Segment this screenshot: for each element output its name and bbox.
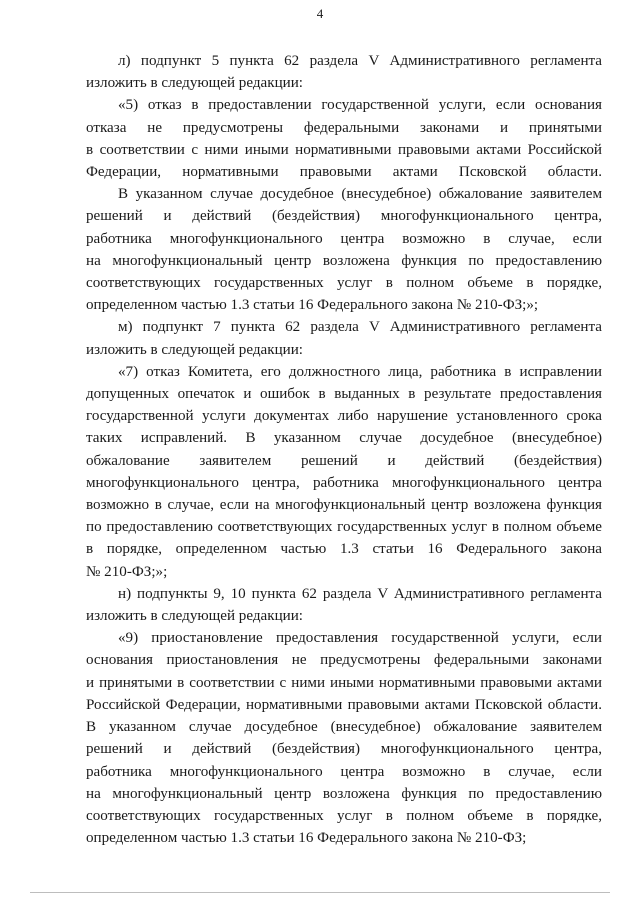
text-line: обжалование заявителем решений и действий (бездействия) bbox=[86, 452, 602, 469]
text-line: решений и действий (бездействия) многофункционального центра, bbox=[86, 741, 602, 758]
text-line: изложить в следующей редакции: bbox=[86, 75, 303, 92]
text-line: м) подпункт 7 пункта 62 раздела V Административного регламента bbox=[118, 319, 602, 336]
quote-9-paragraph bbox=[86, 627, 602, 849]
text-line: в порядке, определенном частью 1.3 статьи 16 Федерального закона bbox=[86, 541, 602, 558]
text-line: Российской Федерации, нормативными правовыми актами Псковской области. bbox=[86, 696, 602, 713]
text-line: основания приостановления не предусмотрены федеральными законами bbox=[86, 652, 602, 669]
text-line: на многофункциональный центр возложена функция по предоставлению bbox=[86, 252, 602, 269]
item-n-paragraph bbox=[86, 583, 602, 627]
text-line: В указанном случае досудебное (внесудебное) обжалование заявителем bbox=[86, 719, 602, 736]
text-line: «7) отказ Комитета, его должностного лица, работника в исправлении bbox=[118, 363, 602, 380]
item-l-paragraph bbox=[86, 50, 602, 94]
text-line: н) подпункты 9, 10 пункта 62 раздела V Административного регламента bbox=[118, 585, 602, 602]
text-line: по предоставлению соответствующих государственных услуг в полном объеме bbox=[86, 519, 602, 536]
text-line: соответствующих государственных услуг в полном объеме в порядке, bbox=[86, 275, 602, 292]
text-line: отказа не предусмотрены федеральными законами и принятыми bbox=[86, 119, 602, 136]
text-line: работника многофункционального центра возможно в случае, если bbox=[86, 763, 602, 780]
page-number: 4 bbox=[316, 6, 324, 21]
text-line: определенном частью 1.3 статьи 16 Федерального закона № 210-ФЗ; bbox=[86, 830, 527, 847]
item-m-paragraph bbox=[86, 316, 602, 360]
text-line: государственной услуги документах либо нарушение установленного срока bbox=[86, 408, 602, 425]
text-line: В указанном случае досудебное (внесудебное) обжалование заявителем bbox=[118, 186, 602, 203]
scan-edge-divider bbox=[30, 892, 610, 893]
text-line: и принятыми в соответствии с ними иными нормативными правовыми актами bbox=[86, 674, 602, 691]
text-line: определенном частью 1.3 статьи 16 Федерального закона № 210-ФЗ;»; bbox=[86, 297, 539, 314]
text-line: на многофункциональный центр возложена функция по предоставлению bbox=[86, 785, 602, 802]
text-line: «5) отказ в предоставлении государственной услуги, если основания bbox=[118, 97, 602, 114]
text-line: таких исправлений. В указанном случае досудебное (внесудебное) bbox=[86, 430, 602, 447]
text-line: многофункционального центра, работника многофункционального центра bbox=[86, 474, 602, 491]
document-body bbox=[86, 50, 602, 849]
text-line: изложить в следующей редакции: bbox=[86, 341, 303, 358]
text-line: решений и действий (бездействия) многофункционального центра, bbox=[86, 208, 602, 225]
quote-7-paragraph bbox=[86, 361, 602, 583]
text-line: «9) приостановление предоставления государственной услуги, если bbox=[118, 630, 602, 647]
text-line: допущенных опечаток и ошибок в выданных в результате предоставления bbox=[86, 386, 602, 403]
text-line: Федерации, нормативными правовыми актами Псковской области. bbox=[86, 164, 602, 181]
text-line: в соответствии с ними иными нормативными правовыми актами Российской bbox=[86, 141, 602, 158]
text-line: возможно в случае, если на многофункциональный центр возложена функция bbox=[86, 497, 602, 514]
text-line: л) подпункт 5 пункта 62 раздела V Административного регламента bbox=[118, 53, 602, 69]
text-line: № 210-ФЗ;»; bbox=[86, 563, 168, 580]
quote-5-paragraph bbox=[86, 94, 602, 316]
text-line: работника многофункционального центра возможно в случае, если bbox=[86, 230, 602, 247]
text-line: соответствующих государственных услуг в полном объеме в порядке, bbox=[86, 807, 602, 824]
text-line: изложить в следующей редакции: bbox=[86, 608, 303, 625]
